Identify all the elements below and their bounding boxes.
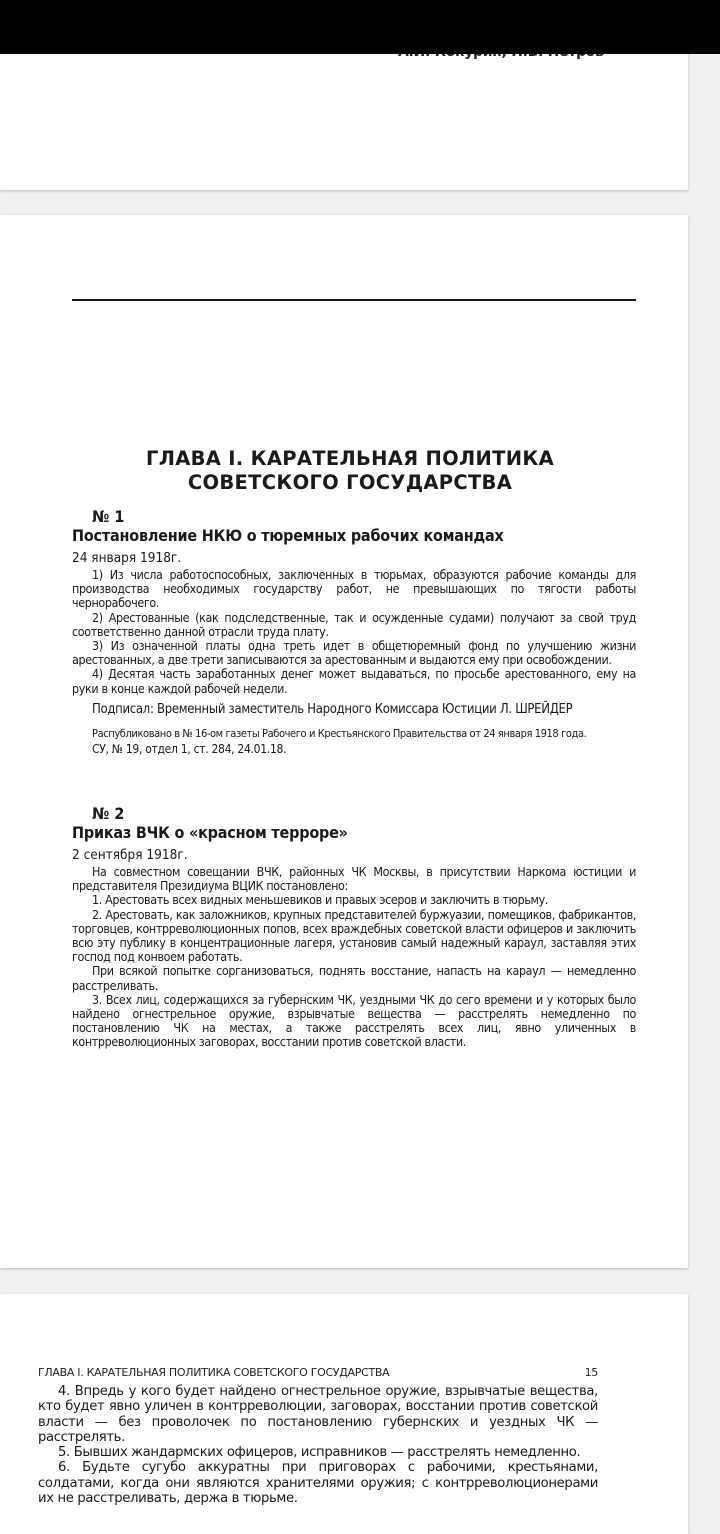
document-date: 2 сентября 1918г. [72,847,188,863]
paragraph: При всякой попытке сорганизоваться, поднять восстание, напасть на караул — немедленно расстреливать. [72,963,636,993]
chapter-title-line1: ГЛАВА I. КАРАТЕЛЬНАЯ ПОЛИТИКА [146,447,554,470]
pdf-page-next [0,1294,688,1534]
paragraph: 1) Из числа работоспособных, заключенных в тюрьмах, образуются рабочие команды для производства необходимых государству работ, не превышающих по тягости работы чернорабочего. [72,567,636,611]
paragraph: 3) Из означенной платы одна треть идет в общетюремный фонд по улучшению жизни арестованных, а две трети записываются за арестованным и выдаются ему при освобождении. [72,638,636,668]
chapter-title [72,447,628,495]
scroll-track[interactable] [688,0,720,1520]
paragraph: На совместном совещании ВЧК, районных ЧК Москвы, в присутствии Наркома юстиции и представителя Президиума ВЦИК постановлено: [72,864,636,894]
viewer-top-bar [0,0,720,54]
paragraph: 4. Впредь у кого будет найдено огнестрельное оружие, взрывчатые вещества, кто будет явно уличен в контрреволюции, заговорах, восстании против советской власти — без проволочек по постановлению губернских и уездных ЧК — расстрелять. [38,1384,598,1445]
paragraph: 6. Будьте сугубо аккуратны при приговорах с рабочими, крестьянами, солдатами, когда они являются хранителями оружия; с контрреволюционерами их не расстреливать, держа в тюрьме. [38,1460,598,1507]
paragraph: 5. Бывших жандармских офицеров, исправников — расстрелять немедленно. [58,1445,581,1461]
document-number: № 1 [92,507,125,526]
chapter-title-line2: СОВЕТСКОГО ГОСУДАРСТВА [187,471,513,494]
paragraph: 4) Десятая часть заработанных денег может выдаваться, по просьбе арестованного, ему на руки в конце каждой рабочей недели. [72,666,636,696]
paragraph: 2. Арестовать, как заложников, крупных представителей буржуазии, помещиков, фабрикантов, торговцев, контрреволюционных попов, всех враждебных советской власти офицеров и заключить всю эту публику в концентрационные лагеря, установив самый надежный караул, заставляя этих господ под конвоем работать. [72,906,636,965]
source-reference: СУ, № 19, отдел 1, ст. 284, 24.01.18. [92,742,287,757]
document-signature: Подписал: Временный заместитель Народного Комиссара Юстиции Л. ШРЕЙДЕР [92,701,573,717]
document-title: Приказ ВЧК о «красном терроре» [72,823,348,842]
paragraph: 2) Арестованные (как подследственные, так и осужденные судами) получают за свой труд соответственно данной отрасли труда плату. [72,609,636,639]
document-date: 24 января 1918г. [72,550,182,566]
continued-text [38,1384,598,1506]
document-number: № 2 [92,804,125,823]
running-head [38,1366,598,1379]
document-1 [72,508,636,757]
document-title: Постановление НКЮ о тюремных рабочих командах [72,526,504,545]
paragraph: 3. Всех лиц, содержащихся за губернским ЧК, уездными ЧК до сего времени и у которых было найдено огнестрельное оружие, взрывчатые вещества — расстрелять немедленно по постановлению ЧК на местах, а также расстрелять всех лиц, явно уличенных в контрреволюционных заговорах, восстании против советской власти. [72,991,636,1050]
running-head-title: ГЛАВА I. КАРАТЕЛЬНАЯ ПОЛИТИКА СОВЕТСКОГО ГОСУДАРСТВА [38,1366,390,1379]
header-rule [72,299,636,301]
pdf-page-current [0,215,688,1268]
publication-note: Распубликовано в № 16-ом газеты Рабочего и Крестьянского Правительства от 24 января 1918 года. [92,726,587,740]
document-2 [72,805,636,1050]
paragraph: 1. Арестовать всех видных меньшевиков и правых эсеров и заключить в тюрьму. [92,892,549,908]
page-number: 15 [584,1366,598,1379]
